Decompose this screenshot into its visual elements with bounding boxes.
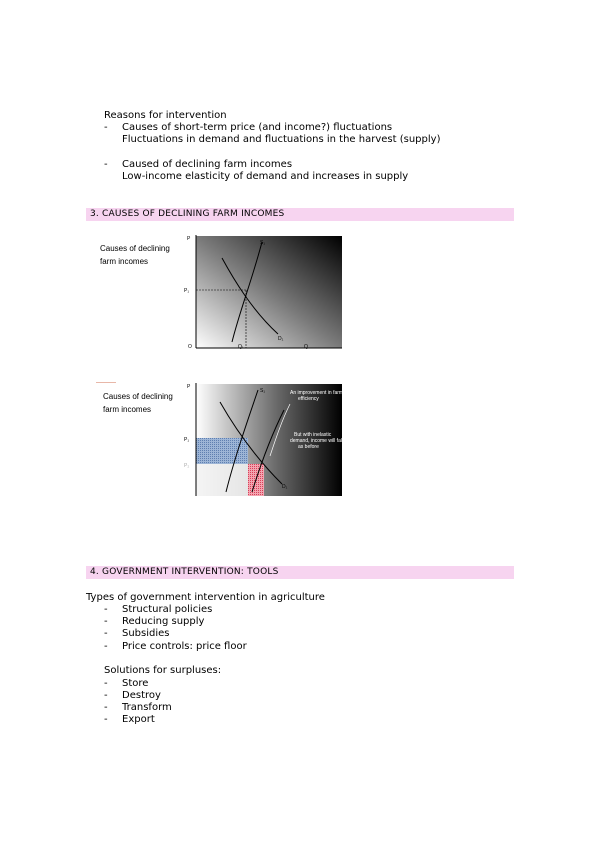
bullet-dash: - [104,159,108,170]
graph-2-caption-line1: Causes of declining [103,392,173,401]
types-item: Reducing supply [122,616,205,627]
bullet-dash: - [104,628,108,639]
graph-2-annotation-2-line3: as before [298,444,319,450]
solutions-item: Destroy [122,690,161,701]
graph-1-label-s1: S₁ [260,240,266,246]
section-4-heading [86,566,514,579]
graph-2-caption-line2: farm incomes [103,405,152,414]
graph-2-supply-increase [180,380,345,498]
graph-2-label-s1: S₁ [260,388,266,394]
section-3-heading-text: 3. CAUSES OF DECLINING FARM INCOMES [90,209,285,219]
graph-2-base-area [196,464,248,496]
types-item: Structural policies [122,604,213,615]
graph-1-caption-line2: farm incomes [100,257,149,266]
bullet-dash: - [104,678,108,689]
graph-2-annotation-2-line1: But with inelastic [294,432,332,438]
solutions-title: Solutions for surpluses: [104,665,222,676]
bullet-dash: - [104,604,108,615]
graph-2-label-p: P [187,384,191,390]
intro-item-2-line2: Low-income elasticity of demand and increases in supply [122,171,409,182]
graph-1-label-q1: Q₁ [238,344,244,350]
graph-1-label-q: Q [304,344,308,350]
types-item: Subsidies [122,628,170,639]
graph-2-caption [103,390,173,416]
graph-2-annotation-1-line1: An improvement in farm [290,390,344,396]
intro-item-2-line1: Caused of declining farm incomes [122,159,293,170]
bullet-dash: - [104,641,108,652]
graph-1-label-d1: D₁ [278,336,284,342]
intro-item-1-line2: Fluctuations in demand and fluctuations in the harvest (supply) [122,134,441,145]
solutions-item: Transform [122,702,172,713]
graph-2-label-d1: D₁ [282,484,288,490]
graph-1-caption-line1: Causes of declining [100,244,170,253]
section-3-heading [86,208,514,221]
section-4-heading-text: 4. GOVERNMENT INTERVENTION: TOOLS [90,567,279,577]
bullet-dash: - [104,690,108,701]
intro-title: Reasons for intervention [104,110,227,121]
graph-1-caption [100,242,170,268]
graph-2-income-lost-area [196,438,248,464]
graph-2-annotation-1-line2: efficiency [298,396,319,402]
graph-2-annotation-2-line2: demand, income will fall [290,438,344,444]
graph-1-label-p: P [187,236,191,242]
graph-1-label-p1: P₁ [184,288,190,294]
bullet-dash: - [104,702,108,713]
graph-2-label-p1: P₁ [184,437,190,443]
graph-2-label-p2: P₂ [184,463,190,469]
bullet-dash: - [104,122,108,133]
graph-2-marker-line [96,382,116,383]
bullet-dash: - [104,714,108,725]
graph-1-supply-demand [180,230,345,352]
types-item: Price controls: price floor [122,641,247,652]
solutions-item: Export [122,714,155,725]
bullet-dash: - [104,616,108,627]
solutions-item: Store [122,678,149,689]
graph-1-label-o: O [188,344,192,350]
graph-1-background [196,236,342,348]
intro-item-1-line1: Causes of short-term price (and income?) fluctuations [122,122,393,133]
types-title: Types of government intervention in agriculture [86,592,325,603]
